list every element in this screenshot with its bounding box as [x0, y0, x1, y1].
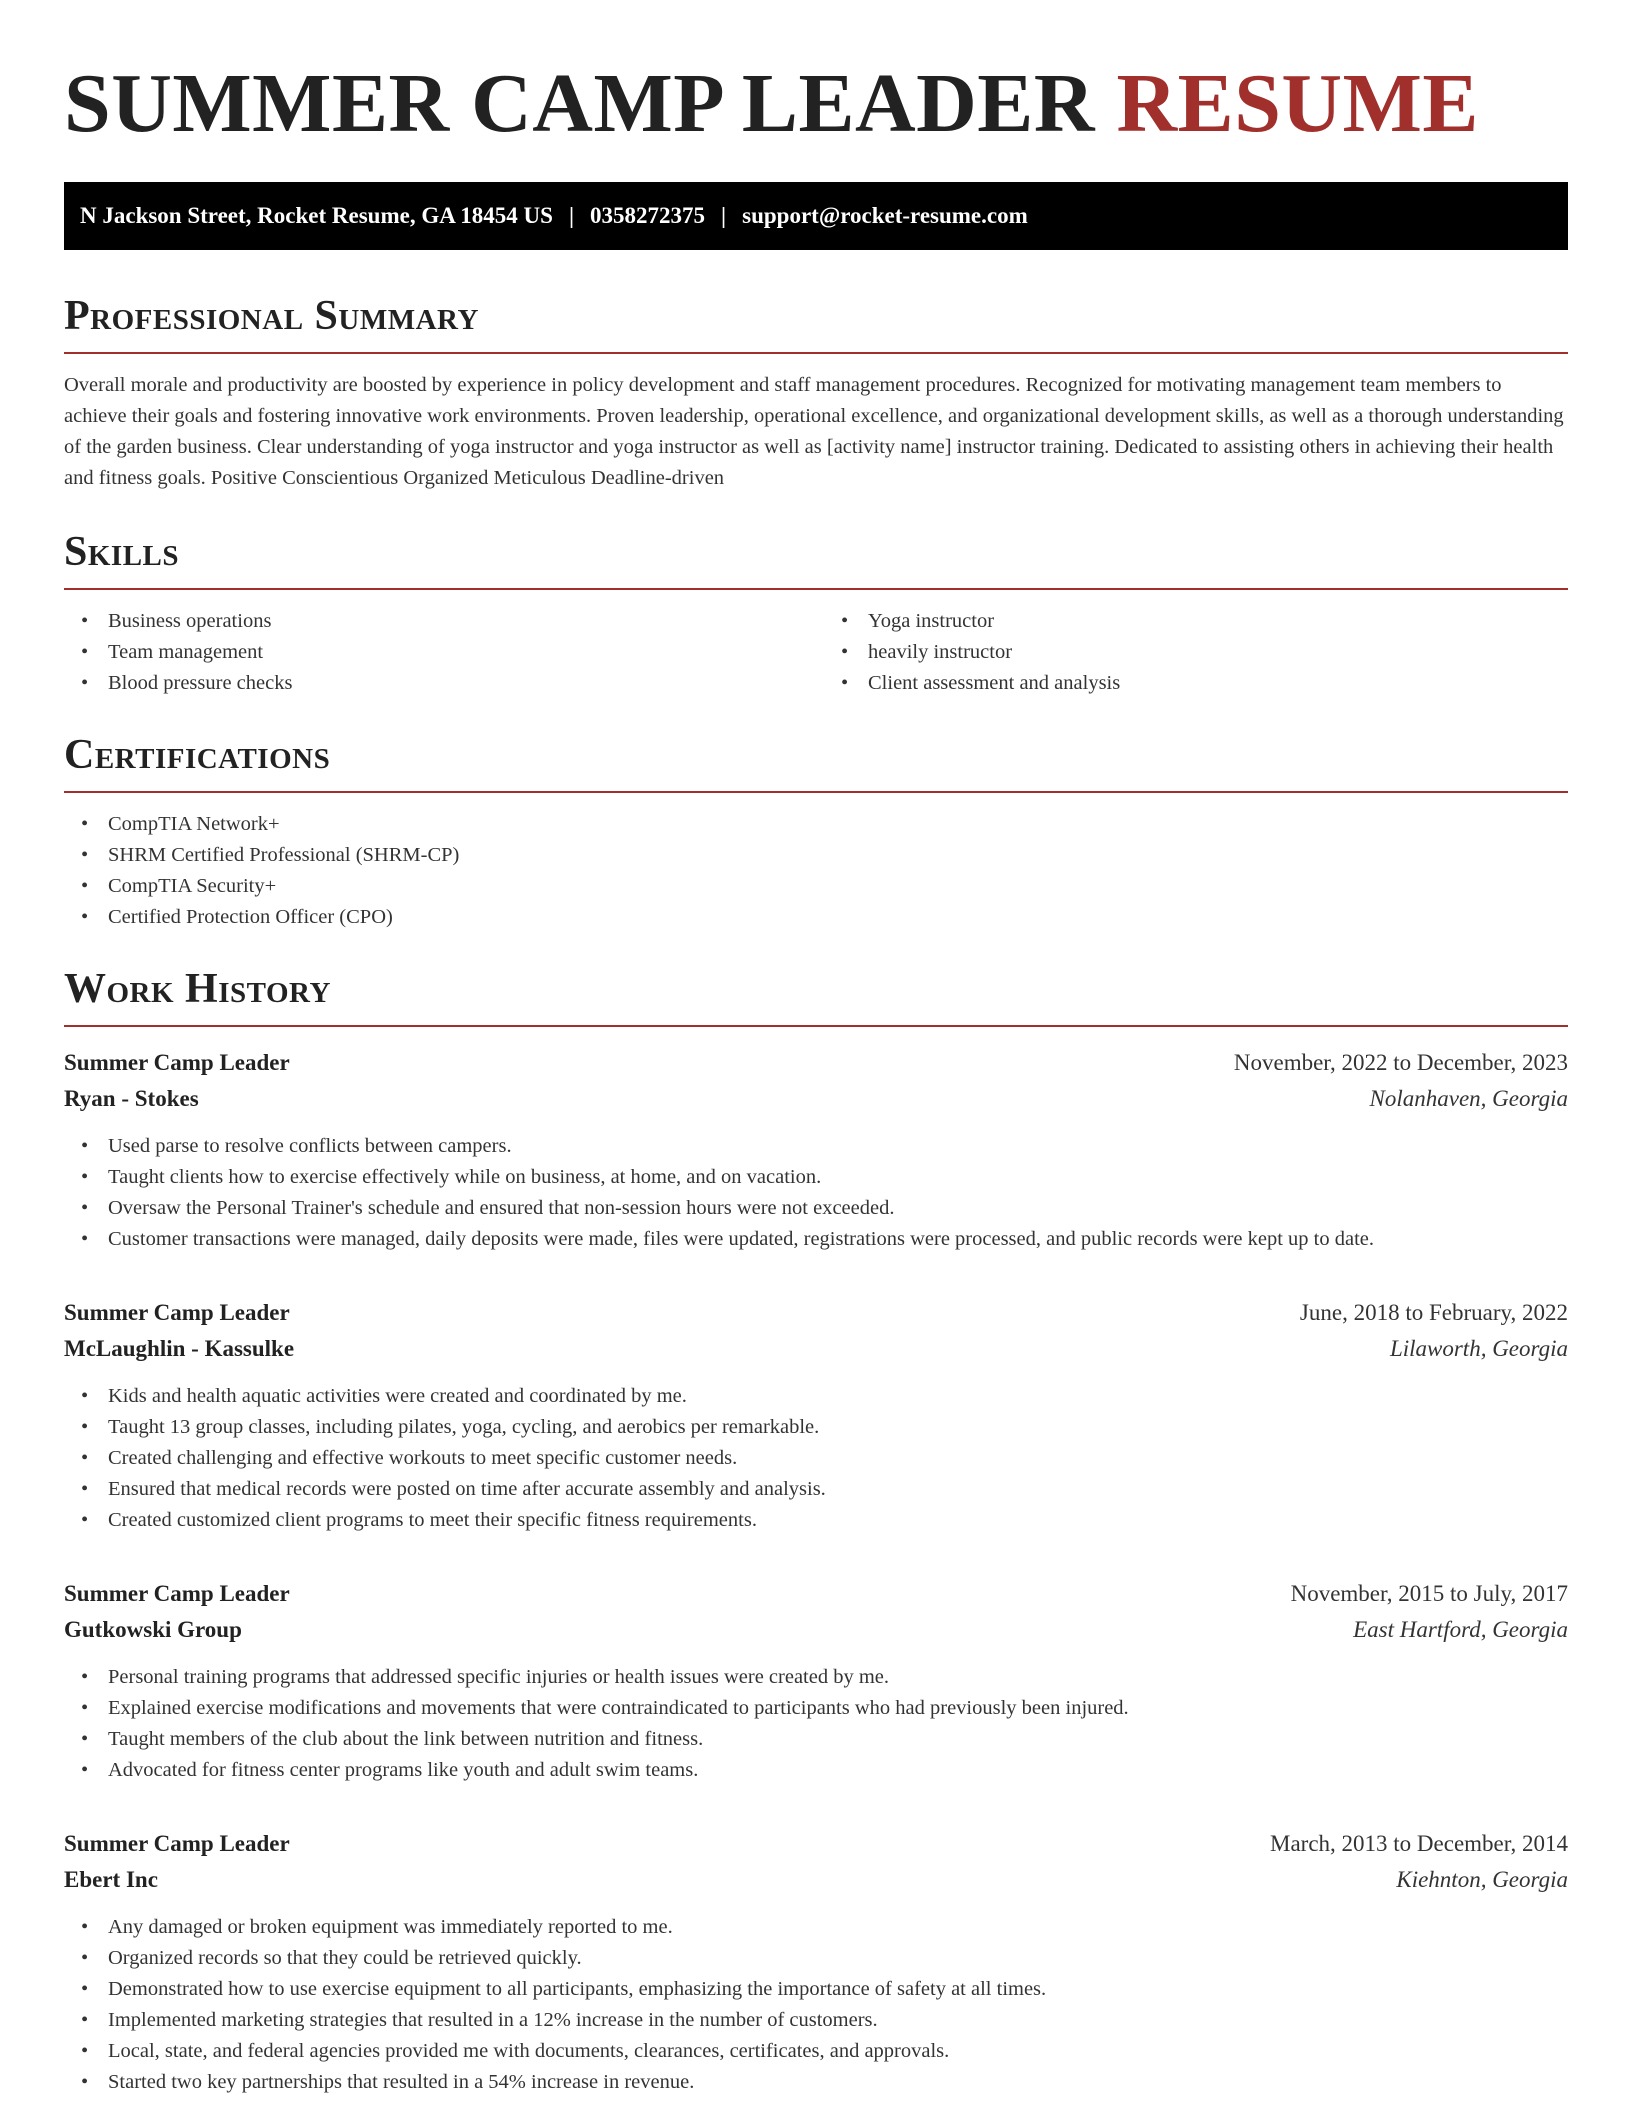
job-company: Gutkowski Group — [64, 1617, 242, 1642]
job-title: Summer Camp Leader — [64, 1300, 290, 1325]
resume-title — [64, 0, 1568, 150]
job-entry — [64, 1295, 1568, 1536]
job-subheader-row — [64, 1612, 1568, 1648]
section-heading: Professional Summary — [64, 292, 1568, 354]
skill-item: • Team management — [64, 637, 816, 668]
job-duty-item: • Taught members of the club about the link between nutrition and fitness. — [64, 1724, 1568, 1755]
job-company: McLaughlin - Kassulke — [64, 1336, 295, 1361]
contact-phone: 0358272375 — [590, 203, 706, 228]
job-duty-item: • Created challenging and effective workouts to meet specific customer needs. — [64, 1443, 1568, 1474]
title-accent: RESUME — [1116, 57, 1479, 150]
job-dates: November, 2015 to July, 2017 — [1290, 1581, 1568, 1606]
contact-separator: | — [721, 203, 727, 228]
job-duty-item: • Ensured that medical records were posted on time after accurate assembly and analysis. — [64, 1474, 1568, 1505]
job-dates: November, 2022 to December, 2023 — [1233, 1050, 1568, 1075]
skills-grid — [64, 590, 1568, 699]
section-heading: Skills — [64, 528, 1568, 590]
certifications-list — [64, 809, 1568, 933]
skills-section — [64, 528, 1568, 699]
job-location: Nolanhaven, Georgia — [1369, 1086, 1568, 1111]
job-duty-item: • Started two key partnerships that resulted in a 54% increase in revenue. — [64, 2067, 1568, 2098]
job-duty-item: • Taught 13 group classes, including pilates, yoga, cycling, and aerobics per remarkable. — [64, 1412, 1568, 1443]
skills-list-left — [64, 606, 816, 699]
job-entry — [64, 1576, 1568, 1786]
contact-separator: | — [568, 203, 575, 228]
job-company: Ryan - Stokes — [64, 1086, 199, 1111]
certification-item: • Certified Protection Officer (CPO) — [64, 902, 1568, 933]
summary-text: Overall morale and productivity are boosted by experience in policy development and staff management procedures. Recognized for motivating management team members to achieve their goals and fostering innovative work environments. Proven leadership, operational excellence, and organizational development skills, as well as a thorough understanding of the garden business. Clear understanding of yoga instructor and yoga instructor as well as [activity name] instructor training. Dedicated to assisting others in achieving their health and fitness goals. Positive Conscientious Organized Meticulous Deadline-driven — [64, 374, 1564, 489]
title-main: SUMMER CAMP LEADER — [64, 57, 1095, 150]
job-header-row — [64, 1826, 1568, 1862]
job-title: Summer Camp Leader — [64, 1050, 290, 1075]
skill-item: • heavily instructor — [824, 637, 1568, 668]
job-subheader-row — [64, 1862, 1568, 1898]
job-duty-item: • Organized records so that they could be retrieved quickly. — [64, 1943, 1568, 1974]
job-duty-item: • Created customized client programs to meet their specific fitness requirements. — [64, 1505, 1568, 1536]
work-history-section — [64, 965, 1568, 2098]
job-duty-item: • Taught clients how to exercise effectively while on business, at home, and on vacation. — [64, 1162, 1568, 1193]
skill-item: • Yoga instructor — [824, 606, 1568, 637]
job-duty-item: • Demonstrated how to use exercise equipment to all participants, emphasizing the importance of safety at all times. — [64, 1974, 1568, 2005]
job-title: Summer Camp Leader — [64, 1831, 290, 1856]
skill-item: • Blood pressure checks — [64, 668, 816, 699]
job-entry — [64, 1045, 1568, 1255]
job-dates: June, 2018 to February, 2022 — [1299, 1300, 1568, 1325]
skill-item: • Client assessment and analysis — [824, 668, 1568, 699]
job-duty-item: • Explained exercise modifications and movements that were contraindicated to participants who had previously been injured. — [64, 1693, 1568, 1724]
job-duty-item: • Advocated for fitness center programs like youth and adult swim teams. — [64, 1755, 1568, 1786]
contact-address: N Jackson Street, Rocket Resume, GA 18454 US — [80, 203, 553, 228]
contact-bar — [64, 182, 1568, 250]
job-header-row — [64, 1295, 1568, 1331]
skills-list-right — [816, 606, 1568, 699]
job-title: Summer Camp Leader — [64, 1581, 290, 1606]
job-header-row — [64, 1576, 1568, 1612]
job-duty-item: • Any damaged or broken equipment was immediately reported to me. — [64, 1912, 1568, 1943]
job-duties-list — [64, 1131, 1568, 1255]
certification-item: • CompTIA Security+ — [64, 871, 1568, 902]
job-dates: March, 2013 to December, 2014 — [1270, 1831, 1568, 1856]
job-location: Lilaworth, Georgia — [1389, 1336, 1568, 1361]
job-duties-list — [64, 1912, 1568, 2098]
contact-email: support@rocket-resume.com — [742, 203, 1028, 228]
job-subheader-row — [64, 1081, 1568, 1117]
certification-item: • SHRM Certified Professional (SHRM-CP) — [64, 840, 1568, 871]
section-heading: Certifications — [64, 731, 1568, 793]
job-duty-item: • Kids and health aquatic activities were created and coordinated by me. — [64, 1381, 1568, 1412]
job-entry — [64, 1826, 1568, 2098]
job-duty-item: • Local, state, and federal agencies provided me with documents, clearances, certificates, and approvals. — [64, 2036, 1568, 2067]
skill-item: • Business operations — [64, 606, 816, 637]
job-location: East Hartford, Georgia — [1353, 1617, 1568, 1642]
job-duty-item: • Implemented marketing strategies that resulted in a 12% increase in the number of customers. — [64, 2005, 1568, 2036]
job-duty-item: • Customer transactions were managed, daily deposits were made, files were updated, registrations were processed, and public records were kept up to date. — [64, 1224, 1568, 1255]
job-duty-item: • Oversaw the Personal Trainer's schedule and ensured that non-session hours were not exceeded. — [64, 1193, 1568, 1224]
job-duty-item: • Personal training programs that addressed specific injuries or health issues were created by me. — [64, 1662, 1568, 1693]
job-company: Ebert Inc — [64, 1867, 158, 1892]
job-duty-item: • Used parse to resolve conflicts between campers. — [64, 1131, 1568, 1162]
job-subheader-row — [64, 1331, 1568, 1367]
section-heading: Work History — [64, 965, 1568, 1027]
job-header-row — [64, 1045, 1568, 1081]
professional-summary-section — [64, 292, 1568, 494]
job-location: Kiehnton, Georgia — [1396, 1867, 1568, 1892]
certification-item: • CompTIA Network+ — [64, 809, 1568, 840]
job-duties-list — [64, 1662, 1568, 1786]
job-duties-list — [64, 1381, 1568, 1536]
certifications-section — [64, 731, 1568, 933]
